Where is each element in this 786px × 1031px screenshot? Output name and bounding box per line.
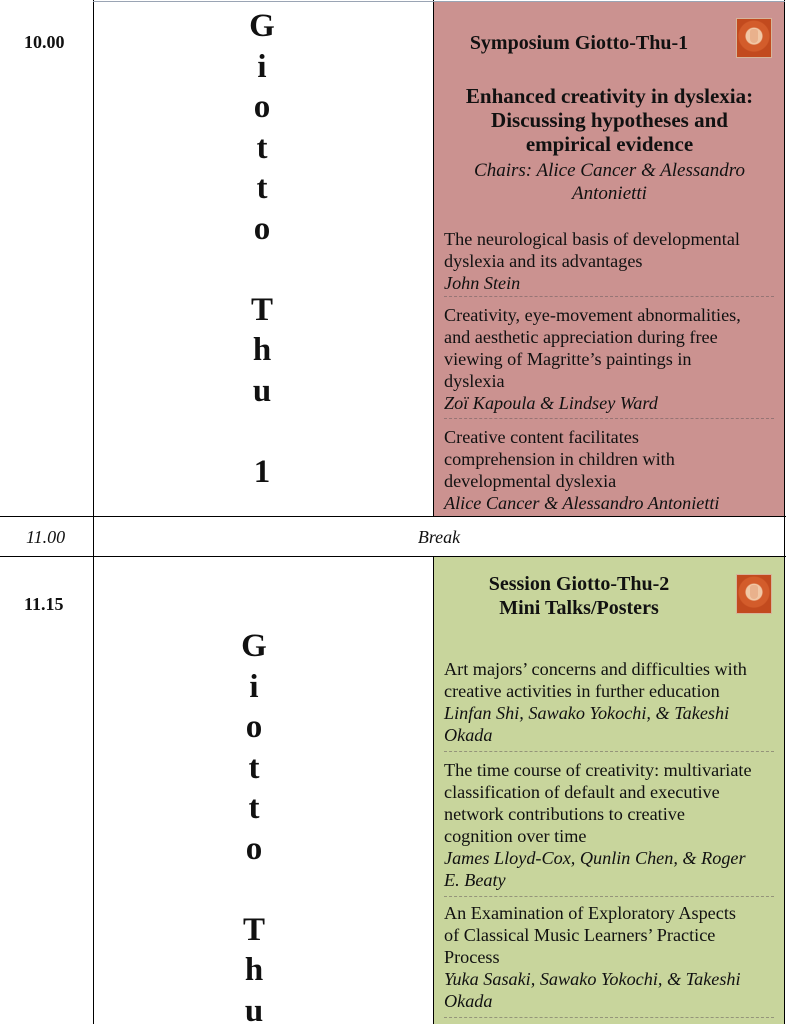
talk-item: Art majors’ concerns and difficulties with creative activities in further education Linfan Shi, Sawako Yokochi, & Takeshi Okada xyxy=(444,658,782,746)
table-border-left xyxy=(93,0,94,1024)
break-label: Break xyxy=(417,527,461,547)
talk-authors: Linfan Shi, Sawako Yokochi, & Takeshi xyxy=(444,703,730,723)
giotto-portrait-icon xyxy=(736,18,772,58)
table-border-mid xyxy=(433,0,434,517)
divider xyxy=(444,751,774,752)
talk-item: The neurological basis of developmental dyslexia and its advantages John Stein xyxy=(444,228,782,294)
divider xyxy=(444,896,774,897)
talk-item: The time course of creativity: multivariate classification of default and executive network contributions to creative cognition over time James Lloyd-Cox, Qunlin Chen, & Roger E. Beaty xyxy=(444,759,782,891)
talk-item: Creative content facilitates comprehension in children with developmental dyslexia Alice Cancer & Alessandro Antonietti xyxy=(444,426,782,514)
time-slot-1: 10.00 xyxy=(24,32,65,52)
table-border-top xyxy=(93,1,785,2)
room-label-vertical-1: G i o t t o T h u 1 xyxy=(249,8,275,490)
talk-item: An Examination of Exploratory Aspects of Classical Music Learners’ Practice Process Yuka Sasaki, Sawako Yokochi, & Takeshi Okada xyxy=(444,902,782,1012)
table-border-mid xyxy=(433,557,434,1024)
talk-authors: Alice Cancer & Alessandro Antonietti xyxy=(444,493,720,513)
giotto-portrait-icon xyxy=(736,574,772,614)
room-label-vertical-2: G i o t t o T h u xyxy=(241,628,267,1029)
talk-item: Creativity, eye-movement abnormalities, and aesthetic appreciation during free viewing of Magritte’s paintings in dyslexia Zoï Kapoula & Lindsey Ward xyxy=(444,304,782,414)
time-slot-2: 11.15 xyxy=(24,594,64,614)
table-row-divider xyxy=(0,516,786,517)
session-header: Session Giotto-Thu-2 Mini Talks/Posters xyxy=(488,573,670,619)
symposium-title: Enhanced creativity in dyslexia: Discussing hypotheses and empirical evidence xyxy=(465,84,754,156)
symposium-header: Symposium Giotto-Thu-1 xyxy=(469,32,689,54)
table-border-right xyxy=(784,0,785,1024)
talk-authors: Zoï Kapoula & Lindsey Ward xyxy=(444,393,658,413)
divider xyxy=(444,418,774,419)
symposium-chairs: Chairs: Alice Cancer & Alessandro Antonietti xyxy=(474,160,745,204)
session-panel xyxy=(434,557,785,1024)
talk-authors: James Lloyd-Cox, Qunlin Chen, & Roger xyxy=(444,848,746,868)
time-break: 11.00 xyxy=(26,527,66,547)
divider xyxy=(444,296,774,297)
symposium-panel xyxy=(434,2,785,516)
talk-authors: Yuka Sasaki, Sawako Yokochi, & Takeshi xyxy=(444,969,741,989)
divider xyxy=(444,1017,774,1018)
table-row-divider xyxy=(0,556,786,557)
talk-authors: John Stein xyxy=(444,273,521,293)
